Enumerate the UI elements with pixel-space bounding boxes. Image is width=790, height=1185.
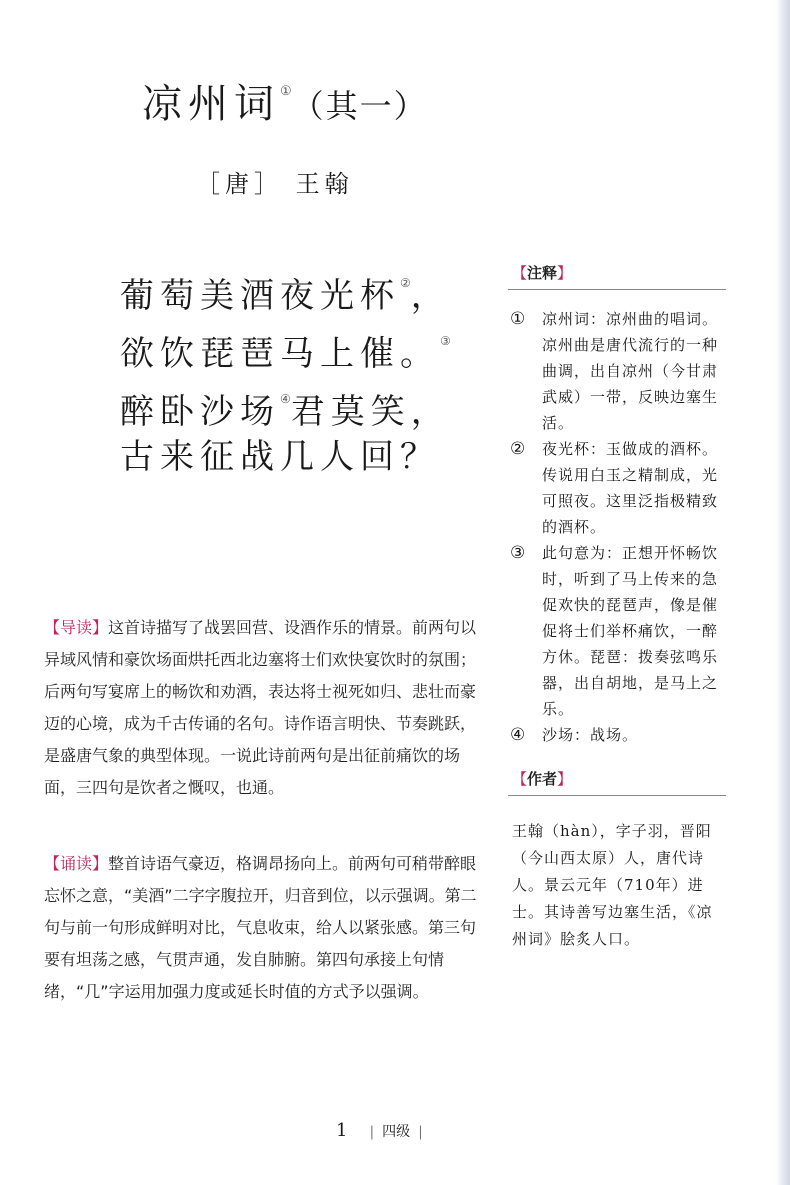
poem-note-mark-4[interactable]: ④: [280, 392, 291, 406]
notes-bracket-open: 【: [512, 264, 528, 282]
page-footer: [336, 1120, 431, 1141]
guide-tag: 【导读】: [44, 618, 109, 637]
notes-list: [510, 306, 726, 748]
poem-line-4-text: 古来征战几人回？: [120, 437, 440, 477]
author-bracket-close: 】: [557, 770, 573, 788]
note-item: [510, 436, 726, 540]
author-bio: 王翰（hàn），字子羽，晋阳（今山西太原）人，唐代诗人。景云元年（710年）进士。其诗善写边塞生活，《凉州词》脍炙人口。: [512, 822, 713, 948]
recite-tag: 【诵读】: [44, 854, 109, 873]
poem-line-2-punct: 。: [400, 334, 440, 374]
poem-note-mark-3[interactable]: ③: [440, 334, 451, 348]
note-text: 此句意为：正想开怀畅饮时，听到了马上传来的急促欢快的琵琶声，像是催促将士们举杯痛饮，一醉方休。琵琶：拨奏弦鸣乐器，出自胡地，是马上之乐。: [542, 544, 719, 718]
recite-text: 整首诗语气豪迈，格调昂扬向上。前两句可稍带醉眼忘怀之意，“美酒”二字字腹拉开，归音到位，以示强调。第二句与前一句形成鲜明对比，气息收束，给人以紧张感。第三句要有坦荡之感，气贯声通，发自肺腑。第四句承接上句情绪，“几”字运用加强力度或延长时值的方式予以强调。: [44, 854, 477, 1001]
note-number: ①: [510, 309, 526, 329]
notes-label: 注释: [527, 264, 558, 282]
note-number: ④: [510, 725, 526, 745]
title-main: 凉州词: [142, 81, 280, 127]
footer-divider-right: |: [418, 1124, 423, 1140]
author-bracket-open: 【: [512, 770, 528, 788]
note-text: 凉州词：凉州曲的唱词。凉州曲是唐代流行的一种曲调，出自凉州（今甘肃武威）一带，反映边塞生活。: [542, 310, 719, 432]
poem-title: [142, 72, 428, 129]
grade-level: 四级: [382, 1124, 411, 1140]
note-number: ③: [510, 543, 526, 563]
page-number: 1: [336, 1120, 348, 1141]
poem-line-1-punct: ，: [410, 276, 451, 316]
note-text: 沙场：战场。: [542, 726, 639, 744]
author-label: 作者: [527, 770, 558, 788]
note-text: 夜光杯：玉做成的酒杯。传说用白玉之精制成，光可照夜。这里泛指极精致的酒杯。: [542, 440, 719, 536]
title-paren: （其一）: [291, 87, 428, 125]
poem-line-4: [120, 428, 451, 486]
guide-reading: [44, 612, 490, 804]
poem-body: [120, 254, 451, 486]
note-item: [510, 722, 726, 748]
notes-bracket-close: 】: [557, 264, 573, 282]
note-item: [510, 306, 726, 436]
footer-divider-left: |: [369, 1124, 375, 1140]
poem-line-3-rest: 君莫笑，: [290, 392, 451, 432]
guide-text: 这首诗描写了战罢回营、设酒作乐的情景。前两句以异域风情和豪饮场面烘托西北边塞将士们欢快宴饮时的氛围；后两句写宴席上的畅饮和劝酒，表达将士视死如归、悲壮而豪迈的心境，成为千古传诵的名句。诗作语言明快、节奏跳跃，是盛唐气象的典型体现。一说此诗前两句是出征前痛饮的场面，三四句是饮者之慨叹，也通。: [44, 618, 477, 797]
poem-line-1-text: 葡萄美酒夜光杯: [120, 276, 400, 316]
title-note-mark[interactable]: ①: [280, 84, 292, 99]
recitation-guide: [44, 848, 490, 1008]
author-heading: [508, 768, 726, 796]
poem-line-3: [120, 370, 451, 432]
page-edge-shadow: [776, 0, 790, 1185]
notes-heading: [508, 262, 726, 290]
note-item: [510, 540, 726, 722]
poem-line-1: [120, 254, 451, 316]
poem-line-2-text: 欲饮琵琶马上催: [120, 334, 400, 374]
poem-note-mark-2[interactable]: ②: [400, 276, 411, 290]
note-number: ②: [510, 439, 526, 459]
poem-line-3-text: 醉卧沙场: [120, 392, 280, 432]
poem-line-2: [120, 312, 451, 374]
dynasty-author: ［唐］ 王翰: [196, 170, 354, 198]
